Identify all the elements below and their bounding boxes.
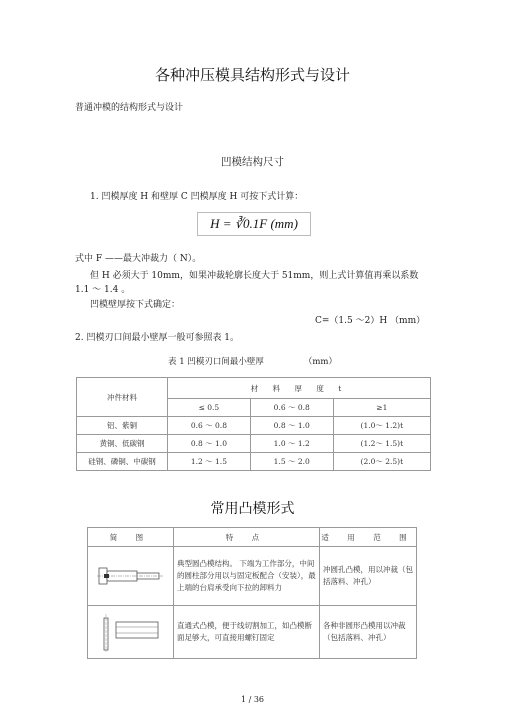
table-row [77,435,431,453]
straight-punch-icon [88,606,174,659]
cell-value: (1.2～ 1.5)t [333,435,430,453]
paragraph-item-2: 2. 凹模刃口间最小壁厚一般可参照表 1。 [75,333,240,343]
formula-text: H = ∛0.1F (mm) [210,216,298,231]
table-row [88,606,417,659]
cell-usage: 各种非圆形凸模用以冲裁（包括落料、冲孔） [320,606,417,659]
paragraph-item-1: 1. 凹模厚度 H 和壁厚 C 凹模厚度 H 可按下式计算： [90,192,304,202]
table-row [77,453,431,471]
table-min-wall-thickness [76,377,431,471]
cell-material: 黄铜、低碳钢 [77,435,168,453]
paragraph-wall: 凹模壁厚按下式确定： [90,300,181,310]
paragraph-coefficient: 1.1 ～ 1.4 。 [75,285,131,295]
table1-caption [0,355,505,367]
table-row [77,417,431,435]
cell-value: 1.0 ～ 1.2 [250,435,333,453]
document-subtitle: 普通冲模的结构形式与设计 [75,103,184,113]
table-header-row [88,528,417,547]
cell-material: 硅钢、磷铜、中碳钢 [77,453,168,471]
cell-usage: 冲圆孔凸模，用以冲裁（包括落料、冲孔） [320,547,417,606]
header-features: 特 点 [174,528,320,547]
cell-value: 0.6 ～ 0.8 [168,417,251,435]
table1-caption-text: 表 1 凹模刃口间最小壁厚 [168,357,264,367]
header-usage: 适 用 范 围 [320,528,417,547]
cell-value: 0.8 ～ 1.0 [168,435,251,453]
cell-features: 直通式凸模，便于线切割加工，如凸模断面足够大，可直接用螺钉固定 [174,606,320,659]
cell-value: (2.0～ 2.5)t [333,453,430,471]
stepped-round-punch-icon [88,547,174,606]
cell-material: 铝、紫铜 [77,417,168,435]
table-punch-forms [87,527,417,659]
formula-wall-thickness: C=（1.5 ～2）H （mm） [315,316,426,326]
document-title: 各种冲压模具结构形式与设计 [154,66,350,84]
page-number: 1 / 36 [240,695,265,704]
table-header-row [77,378,431,399]
section-heading-punch-forms: 常用凸模形式 [210,501,295,517]
cell-value: 1.5 ～ 2.0 [250,453,333,471]
header-material: 冲件材料 [77,378,168,417]
cell-value: 1.2 ～ 1.5 [168,453,251,471]
formula-image [197,212,311,236]
cell-features: 典型圆凸模结构。 下端为工作部分，中间的圆柱部分用以与固定板配合（安装），最上端的台肩承受向下拉的卸料力 [174,547,320,606]
thickness-range: 0.6 ～ 0.8 [250,399,333,417]
thickness-range: ≥1 [333,399,430,417]
table-row [88,547,417,606]
cell-value: 0.8 ～ 1.0 [250,417,333,435]
table1-unit: （mm） [303,357,337,367]
header-thickness: 材 料 厚 度 t [168,378,431,399]
header-diagram: 简 图 [88,528,174,547]
paragraph-but: 但 H 必须大于 10mm，如果冲裁轮廓长度大于 51mm，则上式计算值再乘以系数 [90,271,419,281]
cell-value: (1.0～ 1.2)t [333,417,430,435]
thickness-range: ≤ 0.5 [168,399,251,417]
section-heading-die-dimensions: 凹模结构尺寸 [221,156,284,168]
paragraph-where: 式中 F ——最大冲裁力（ N）。 [75,254,202,264]
